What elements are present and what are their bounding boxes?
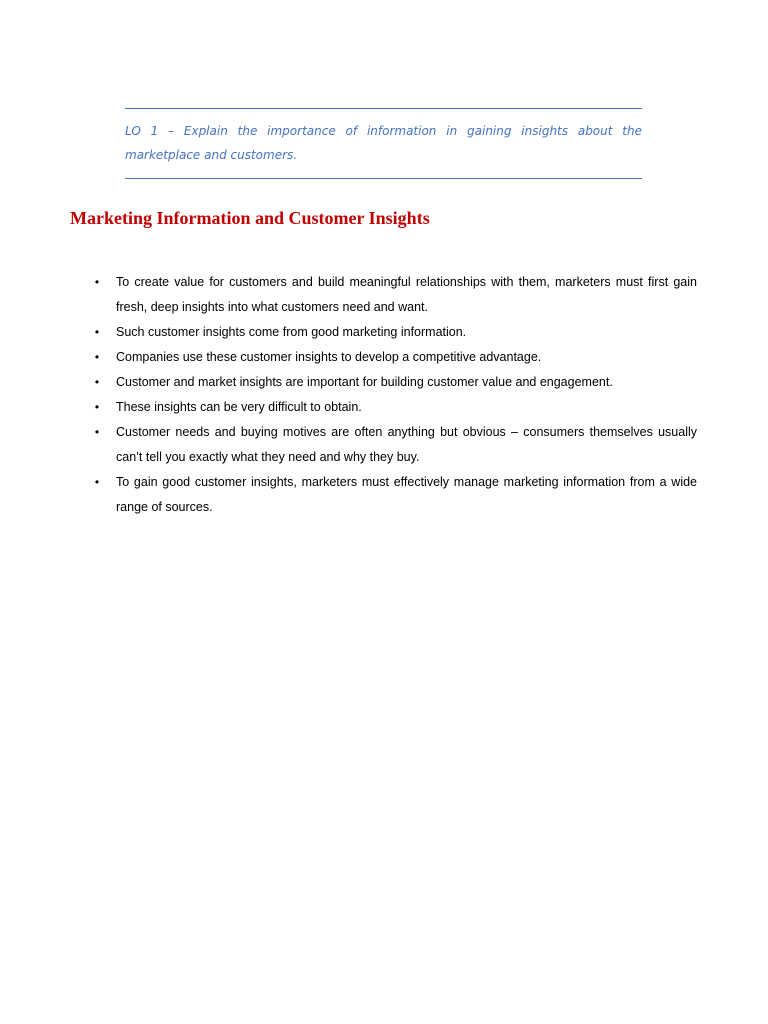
- bullet-text: Such customer insights come from good marketing information.: [116, 325, 467, 339]
- section-heading: Marketing Information and Customer Insights: [70, 208, 430, 228]
- bullet-icon: •: [94, 425, 100, 439]
- bullet-item: [90, 370, 697, 395]
- bullet-text: Customer and market insights are important for building customer value and engagement.: [116, 375, 613, 389]
- bullet-text: Customer needs and buying motives are often anything but obvious – consumers themselves usually can’t tell you exactly what they need and why they buy.: [116, 425, 697, 464]
- bullet-text: To gain good customer insights, marketers must effectively manage marketing information from a wide range of sources.: [116, 475, 697, 514]
- bullet-item: [90, 270, 697, 320]
- bullet-text: These insights can be very difficult to obtain.: [116, 400, 362, 414]
- bullet-icon: •: [94, 275, 100, 289]
- bullet-item: [90, 345, 697, 370]
- bullet-item: [90, 470, 697, 520]
- bullet-icon: •: [94, 375, 100, 389]
- bullet-text: To create value for customers and build meaningful relationships with them, marketers must first gain fresh, deep insights into what customers need and want.: [116, 275, 697, 314]
- bullet-icon: •: [94, 325, 100, 339]
- bullet-icon: •: [94, 475, 100, 489]
- bullet-list: [90, 270, 697, 520]
- bullet-item: [90, 420, 697, 470]
- bullet-item: [90, 320, 697, 345]
- learning-objective-box: [125, 108, 642, 179]
- bullet-text: Companies use these customer insights to develop a competitive advantage.: [116, 350, 542, 364]
- learning-objective-text: LO 1 – Explain the importance of information in gaining insights about the marketplace and customers.: [125, 124, 642, 162]
- bullet-icon: •: [94, 350, 100, 364]
- bullet-item: [90, 395, 697, 420]
- bullet-icon: •: [94, 400, 100, 414]
